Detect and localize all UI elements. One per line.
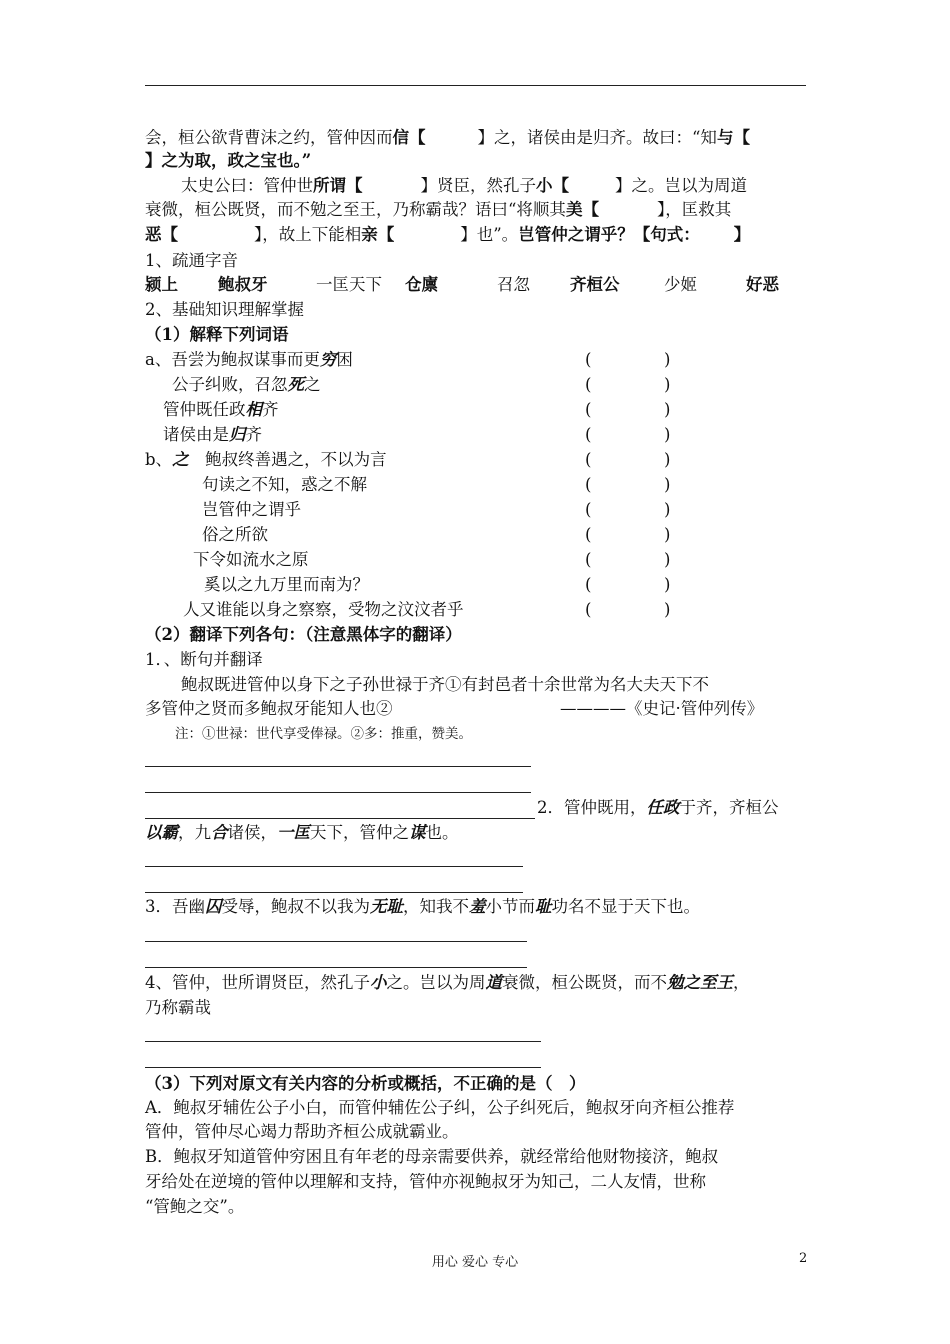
vocab-item: 下令如流水之原 [193, 550, 309, 569]
translation-4-text: 乃称霸哉 [145, 998, 211, 1017]
answer-line [145, 792, 531, 793]
subsection-1-title: （1）解释下列词语 [145, 325, 289, 344]
pronunciation-word: 召忽 [497, 275, 530, 294]
translation-1-source: ————《史记·管仲列传》 [560, 699, 764, 718]
vocab-item: 句读之不知，惑之不解 [202, 475, 367, 494]
option-b: “管鲍之交”。 [145, 1197, 245, 1216]
passage-line-4: 衰微，桓公既贤，而不勉之至王，乃称霸哉？语曰“将顺其美【 】，匡救其 [145, 200, 732, 219]
vocab-item: 奚以之九万里而南为？ [204, 575, 369, 594]
section-2-title: 2、基础知识理解掌握 [145, 300, 304, 319]
translation-4-text: 4、管仲，世所谓贤臣，然孔子小之。岂以为周道衰微，桓公既贤，而不勉之至王， [145, 973, 750, 992]
answer-paren-open: ( [585, 450, 592, 469]
pronunciation-word: 齐桓公 [570, 275, 620, 294]
vocab-item: b、之 鲍叔终善遇之，不以为言 [145, 450, 387, 469]
pronunciation-word: 鲍叔牙 [218, 275, 268, 294]
vocab-item: 公子纠败，召忽死之 [172, 375, 321, 394]
vocab-item: 人又谁能以身之察察，受物之汶汶者乎 [183, 600, 464, 619]
answer-paren-close: ) [664, 550, 671, 569]
answer-line [145, 818, 535, 819]
answer-paren-close: ) [664, 525, 671, 544]
answer-line [145, 866, 523, 867]
pronunciation-word: 颍上 [145, 275, 178, 294]
translation-1-note: 注：①世禄：世代享受俸禄。②多：推重，赞美。 [175, 726, 472, 742]
vocab-item: 俗之所欲 [202, 525, 268, 544]
pronunciation-word: 好恶 [746, 275, 779, 294]
answer-line [145, 1041, 541, 1042]
answer-line [145, 941, 527, 942]
option-b: 牙给处在逆境的管仲以理解和支持，管仲亦视鲍叔牙为知己，二人友情，世称 [145, 1172, 706, 1191]
answer-paren-close: ) [664, 350, 671, 369]
vocab-item: a、吾尝为鲍叔谋事而更穷困 [145, 350, 353, 369]
vocab-item: 诸侯由是归齐 [163, 425, 262, 444]
answer-paren-open: ( [585, 475, 592, 494]
answer-paren-open: ( [585, 525, 592, 544]
translation-1-text: 多管仲之贤而多鲍叔牙能知人也② [145, 699, 393, 718]
answer-paren-open: ( [585, 550, 592, 569]
answer-paren-open: ( [585, 400, 592, 419]
page-number: 2 [799, 1251, 808, 1266]
answer-line [145, 766, 531, 767]
answer-paren-open: ( [585, 350, 592, 369]
vocab-item: 岂管仲之谓乎 [202, 500, 301, 519]
translation-2-text: 以霸，九合诸侯，一匡天下，管仲之谋也。 [145, 823, 459, 842]
pronunciation-word: 仓廪 [405, 275, 438, 294]
passage-line-5: 恶【 】，故上下能相亲【 】也”。岂管仲之谓乎？【句式： 】 [145, 225, 751, 244]
section-1-title: 1、疏通字音 [145, 251, 238, 270]
option-a: 管仲，管仲尽心竭力帮助齐桓公成就霸业。 [145, 1122, 459, 1141]
passage-line-2: 】之为取，政之宝也。” [145, 151, 312, 170]
answer-paren-close: ) [664, 375, 671, 394]
answer-paren-close: ) [664, 500, 671, 519]
option-b: B．鲍叔牙知道管仲穷困且有年老的母亲需要供养，就经常给他财物接济，鲍叔 [145, 1147, 719, 1166]
answer-paren-open: ( [585, 500, 592, 519]
subsection-3-title: （3）下列对原文有关内容的分析或概括，不正确的是（ ） [145, 1074, 586, 1093]
subsection-2-title: （2）翻译下列各句：（注意黑体字的翻译） [145, 625, 462, 644]
answer-paren-open: ( [585, 575, 592, 594]
answer-line [145, 967, 527, 968]
answer-paren-close: ) [664, 575, 671, 594]
answer-paren-close: ) [664, 450, 671, 469]
translation-3-text: 3．吾幽囚受辱，鲍叔不以我为无耻，知我不羞小节而耻功名不显于天下也。 [145, 897, 700, 916]
answer-paren-close: ) [664, 475, 671, 494]
answer-paren-open: ( [585, 425, 592, 444]
answer-paren-close: ) [664, 400, 671, 419]
answer-paren-open: ( [585, 600, 592, 619]
answer-paren-close: ) [664, 600, 671, 619]
answer-line [145, 1067, 541, 1068]
header-rule [145, 85, 806, 86]
translation-1-text: 鲍叔既进管仲以身下之子孙世禄于齐①有封邑者十余世常为名大夫天下不 [181, 675, 709, 694]
passage-line-3: 太史公曰：管仲世所谓【 】贤臣，然孔子小【 】之。岂以为周道 [181, 176, 747, 195]
translation-1-title: 1．、断句并翻译 [145, 650, 263, 669]
pronunciation-word: 少姬 [664, 275, 697, 294]
answer-line [145, 892, 523, 893]
passage-line-1: 会，桓公欲背曹沫之约，管仲因而信【 】之，诸侯由是归齐。故曰：“知与【 [145, 128, 750, 147]
answer-paren-open: ( [585, 375, 592, 394]
option-a: A．鲍叔牙辅佐公子小白，而管仲辅佐公子纠，公子纠死后，鲍叔牙向齐桓公推荐 [145, 1098, 735, 1117]
translation-2-text: 2．管仲既用，任政于齐，齐桓公 [537, 798, 779, 817]
answer-paren-close: ) [664, 425, 671, 444]
vocab-item: 管仲既任政相齐 [163, 400, 279, 419]
pronunciation-word: 一匡天下 [316, 275, 382, 294]
footer-text: 用心 爱心 专心 [431, 1255, 519, 1270]
